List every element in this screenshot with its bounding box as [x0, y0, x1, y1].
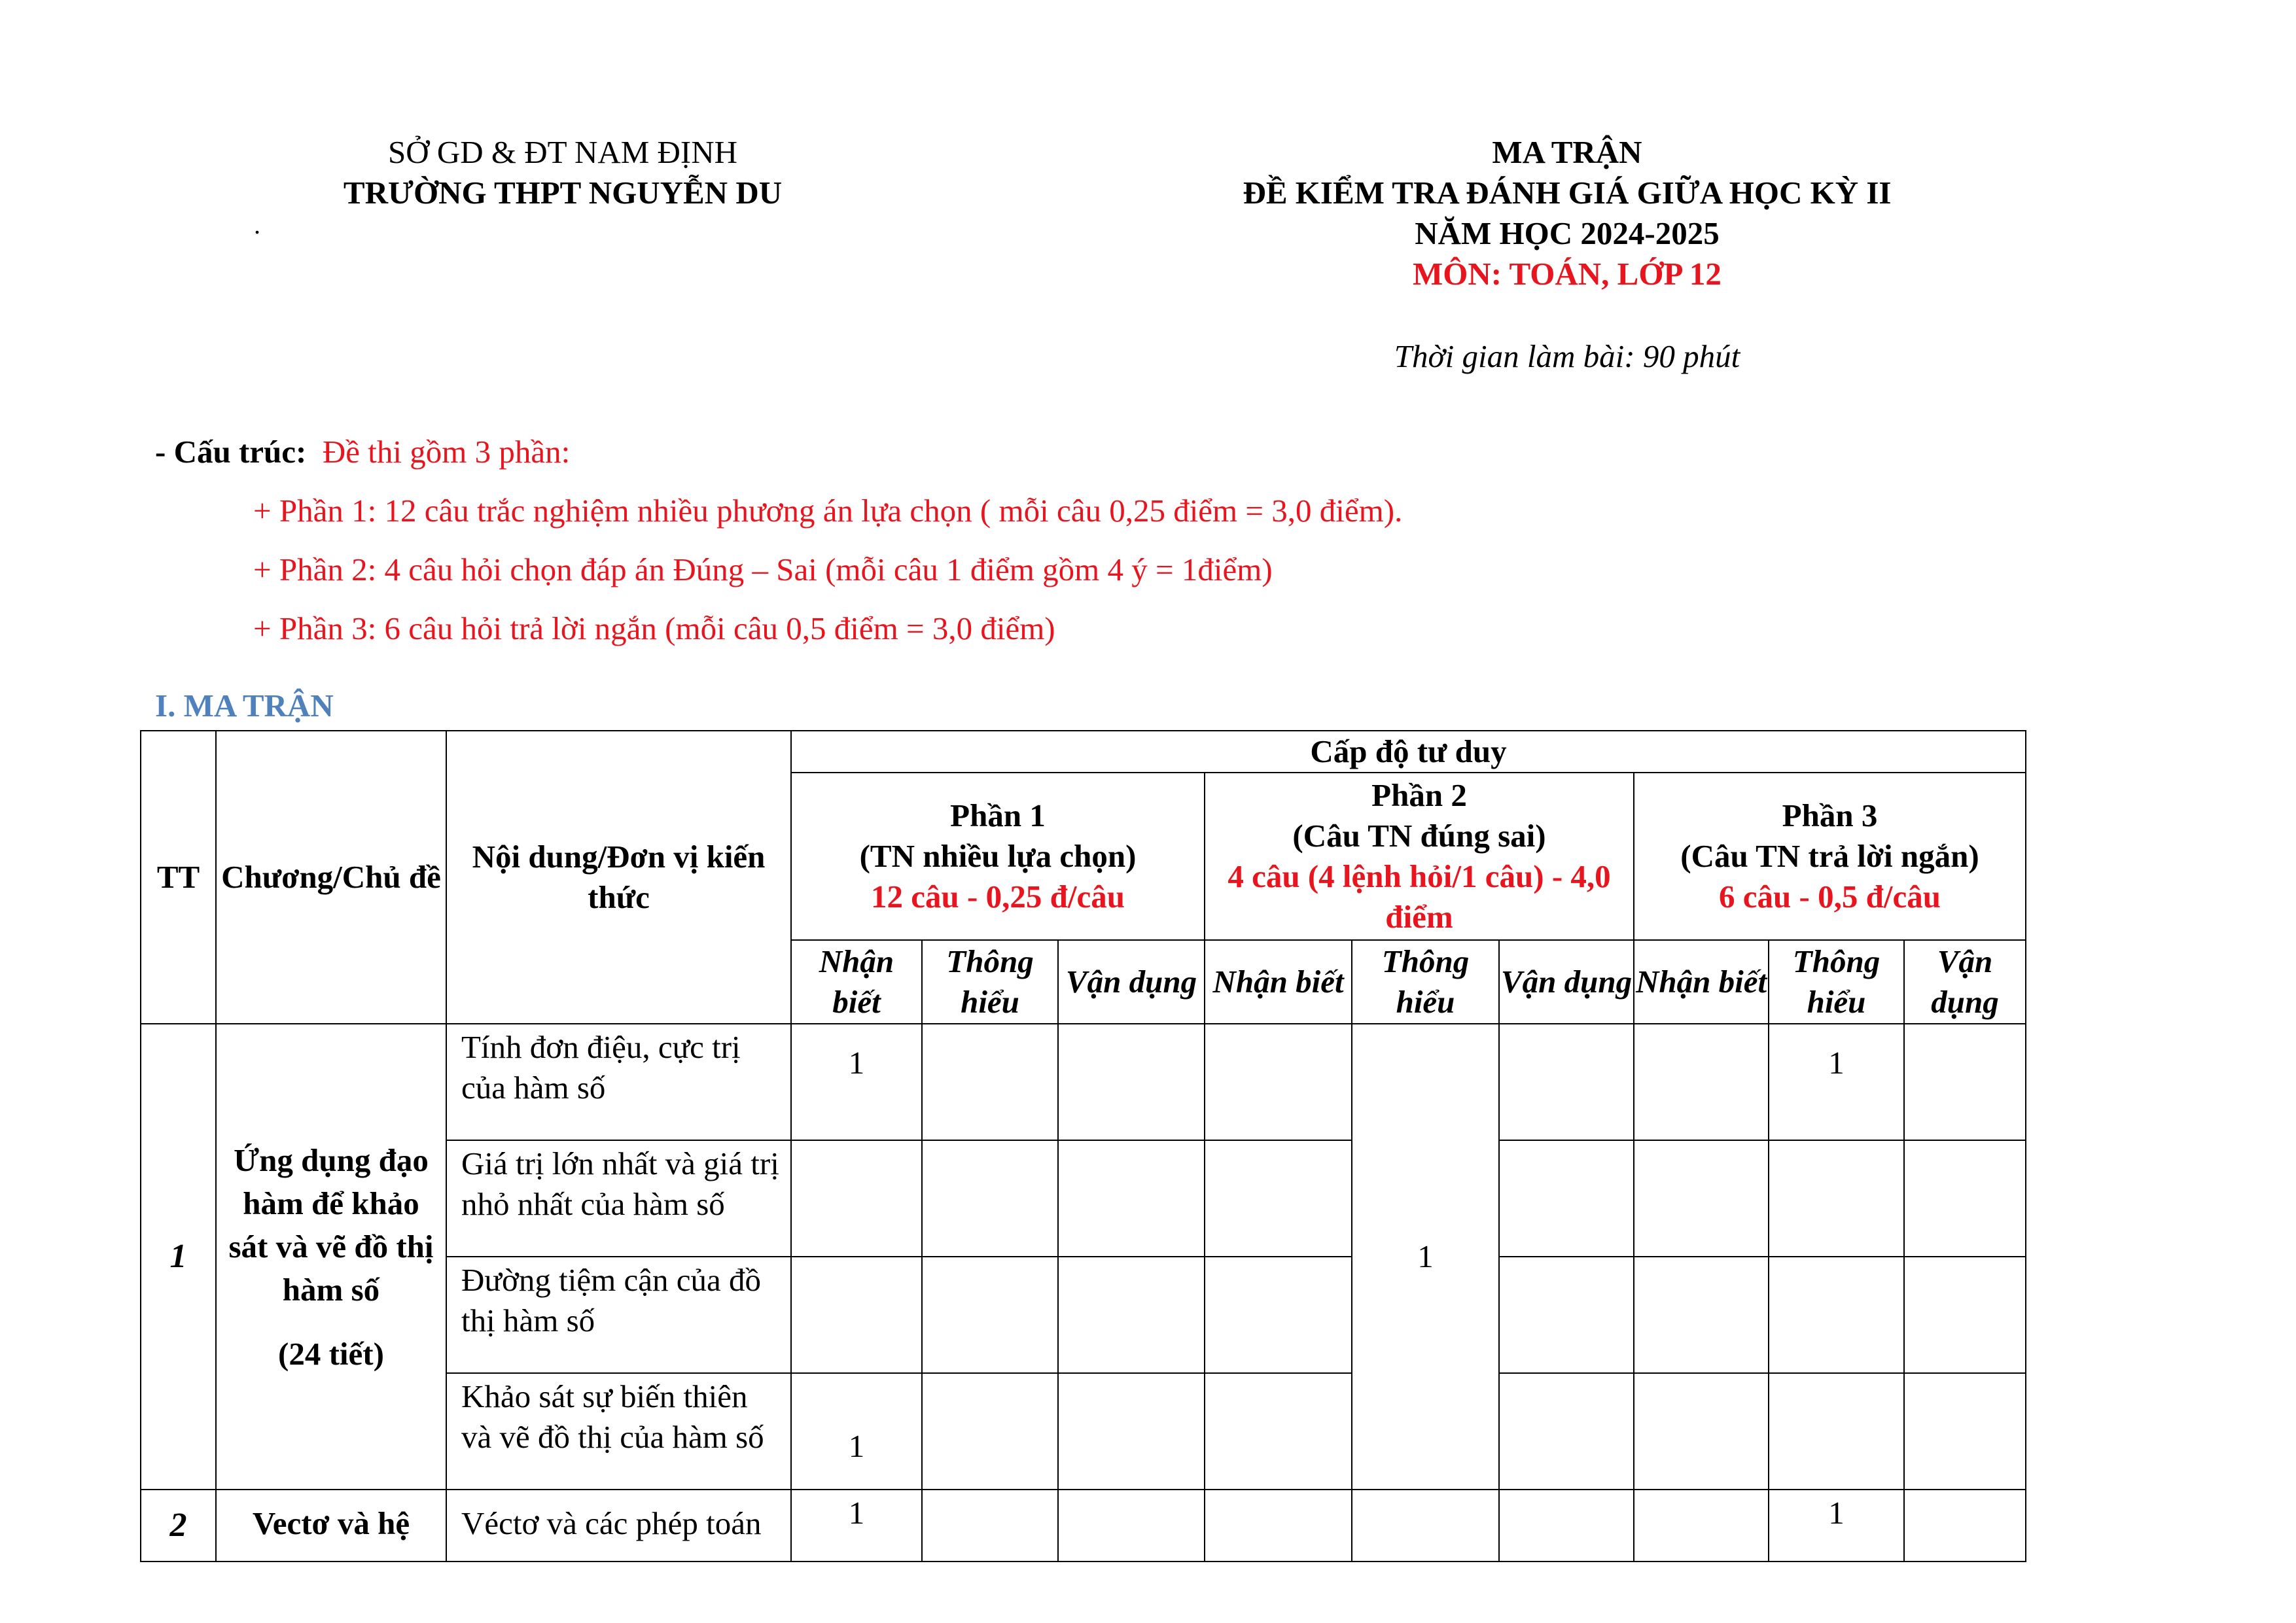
- cell-p1-nb: 1: [791, 1490, 922, 1562]
- cell-p1-vd: [1058, 1257, 1205, 1373]
- cell-p1-vd: [1058, 1140, 1205, 1257]
- cell-p3-nb: [1634, 1490, 1769, 1562]
- cell-p2-vd: [1499, 1257, 1634, 1373]
- cell-p3-nb: [1634, 1140, 1769, 1257]
- cell-p3-vd: [1904, 1257, 2026, 1373]
- header-tt: TT: [141, 731, 216, 1024]
- row-chapter: Vectơ và hệ: [216, 1490, 446, 1562]
- cell-p1-nb: 1: [791, 1024, 922, 1140]
- cell-p3-nb: [1634, 1024, 1769, 1140]
- row-content: Giá trị lớn nhất và giá trị nhỏ nhất của hàm số: [446, 1140, 791, 1257]
- level-van-dung: Vận dụng: [1904, 940, 2026, 1024]
- level-thong-hieu: Thông hiểu: [922, 940, 1058, 1024]
- structure-label: - Cấu trúc:: [155, 434, 307, 470]
- level-van-dung: Vận dụng: [1499, 940, 1634, 1024]
- cell-p2-vd: [1499, 1024, 1634, 1140]
- part-1-description: + Phần 1: 12 câu trắc nghiệm nhiều phương án lựa chọn ( mỗi câu 0,25 điểm = 3,0 điểm).: [253, 493, 1403, 529]
- part-3-info: 6 câu - 0,5 đ/câu: [1719, 879, 1941, 915]
- cell-p3-th: [1769, 1140, 1904, 1257]
- school-year: NĂM HỌC 2024-2025: [1415, 215, 1720, 251]
- part-2-info: 4 câu (4 lệnh hỏi/1 câu) - 4,0 điểm: [1227, 858, 1611, 935]
- part-1-name: Phần 1: [950, 797, 1046, 833]
- cell-p3-vd: [1904, 1373, 2026, 1490]
- cell-p2-nb: [1205, 1024, 1352, 1140]
- cell-p2-nb: [1205, 1490, 1352, 1562]
- cell-p3-th: [1769, 1373, 1904, 1490]
- cell-p3-th: 1: [1769, 1024, 1904, 1140]
- row-content: Đường tiệm cận của đồ thị hàm số: [446, 1257, 791, 1373]
- header-part-1: [791, 773, 1205, 940]
- row-content: Véctơ và các phép toán: [446, 1490, 791, 1562]
- chapter-title: Ứng dụng đạo hàm để khảo sát và vẽ đồ thị hàm số: [228, 1142, 434, 1308]
- structure-line: [155, 432, 570, 472]
- cell-p1-nb: 1: [791, 1373, 922, 1490]
- table-row: [141, 1024, 2026, 1140]
- part-1-info: 12 câu - 0,25 đ/câu: [871, 879, 1125, 915]
- stray-dot: .: [254, 210, 260, 239]
- school-name: TRƯỜNG THPT NGUYỄN DU: [343, 175, 783, 211]
- cell-p1-vd: [1058, 1490, 1205, 1562]
- cell-p2-nb: [1205, 1373, 1352, 1490]
- cell-p2-th-merged: 1: [1352, 1024, 1499, 1490]
- cell-p2-th: [1352, 1490, 1499, 1562]
- header-right: [1165, 132, 1969, 377]
- cell-p1-vd: [1058, 1373, 1205, 1490]
- header-part-2: [1205, 773, 1634, 940]
- cell-p2-vd: [1499, 1140, 1634, 1257]
- header-part-3: [1634, 773, 2026, 940]
- header-chapter: Chương/Chủ đề: [216, 731, 446, 1024]
- level-nhan-biet: Nhận biết: [791, 940, 922, 1024]
- level-nhan-biet: Nhận biết: [1634, 940, 1769, 1024]
- table-row: [141, 1490, 2026, 1562]
- cell-p2-nb: [1205, 1140, 1352, 1257]
- level-nhan-biet: Nhận biết: [1205, 940, 1352, 1024]
- cell-p3-nb: [1634, 1257, 1769, 1373]
- part-3-description: + Phần 3: 6 câu hỏi trả lời ngắn (mỗi câu 0,5 điểm = 3,0 điểm): [253, 610, 1055, 646]
- row-chapter: [216, 1024, 446, 1490]
- cell-p1-th: [922, 1490, 1058, 1562]
- structure-intro: Đề thi gồm 3 phần:: [322, 434, 571, 470]
- row-tt: 2: [141, 1490, 216, 1562]
- cell-p3-vd: [1904, 1024, 2026, 1140]
- level-thong-hieu: Thông hiểu: [1769, 940, 1904, 1024]
- cell-p1-vd: [1058, 1024, 1205, 1140]
- cell-p3-th: [1769, 1257, 1904, 1373]
- part-2-desc: (Câu TN đúng sai): [1292, 818, 1546, 854]
- row-tt: 1: [141, 1024, 216, 1490]
- cell-p2-nb: [1205, 1257, 1352, 1373]
- cell-p3-vd: [1904, 1140, 2026, 1257]
- doc-subtitle: ĐỀ KIỂM TRA ĐÁNH GIÁ GIỮA HỌC KỲ II: [1243, 175, 1892, 211]
- part-1-desc: (TN nhiều lựa chọn): [859, 838, 1137, 874]
- cell-p2-vd: [1499, 1490, 1634, 1562]
- exam-time: Thời gian làm bài: 90 phút: [1394, 338, 1740, 374]
- cell-p1-th: [922, 1257, 1058, 1373]
- subject-line: MÔN: TOÁN, LỚP 12: [1413, 256, 1722, 292]
- row-content: Khảo sát sự biến thiên và vẽ đồ thị của hàm số: [446, 1373, 791, 1490]
- chapter-periods: (24 tiết): [278, 1336, 384, 1372]
- part-2-description: + Phần 2: 4 câu hỏi chọn đáp án Đúng – Sai (mỗi câu 1 điểm gồm 4 ý = 1điểm): [253, 551, 1273, 587]
- level-van-dung: Vận dụng: [1058, 940, 1205, 1024]
- department-name: SỞ GD & ĐT NAM ĐỊNH: [387, 134, 738, 170]
- doc-title: MA TRẬN: [1492, 134, 1642, 170]
- header-left: [236, 132, 890, 213]
- cell-p1-nb: [791, 1257, 922, 1373]
- cell-p3-vd: [1904, 1490, 2026, 1562]
- cell-p1-th: [922, 1140, 1058, 1257]
- part-3-desc: (Câu TN trả lời ngắn): [1680, 838, 1979, 874]
- cell-p1-nb: [791, 1140, 922, 1257]
- row-content: Tính đơn điệu, cực trị của hàm số: [446, 1024, 791, 1140]
- part-3-name: Phần 3: [1782, 797, 1878, 833]
- cell-p1-th: [922, 1373, 1058, 1490]
- header-level-group: Cấp độ tư duy: [791, 731, 2026, 773]
- level-thong-hieu: Thông hiểu: [1352, 940, 1499, 1024]
- cell-p1-th: [922, 1024, 1058, 1140]
- cell-p3-nb: [1634, 1373, 1769, 1490]
- section-title: I. MA TRẬN: [155, 688, 334, 724]
- matrix-table: [140, 730, 2026, 1562]
- cell-p3-th: 1: [1769, 1490, 1904, 1562]
- part-2-name: Phần 2: [1371, 777, 1467, 813]
- header-content: Nội dung/Đơn vị kiến thức: [446, 731, 791, 1024]
- cell-p2-vd: [1499, 1373, 1634, 1490]
